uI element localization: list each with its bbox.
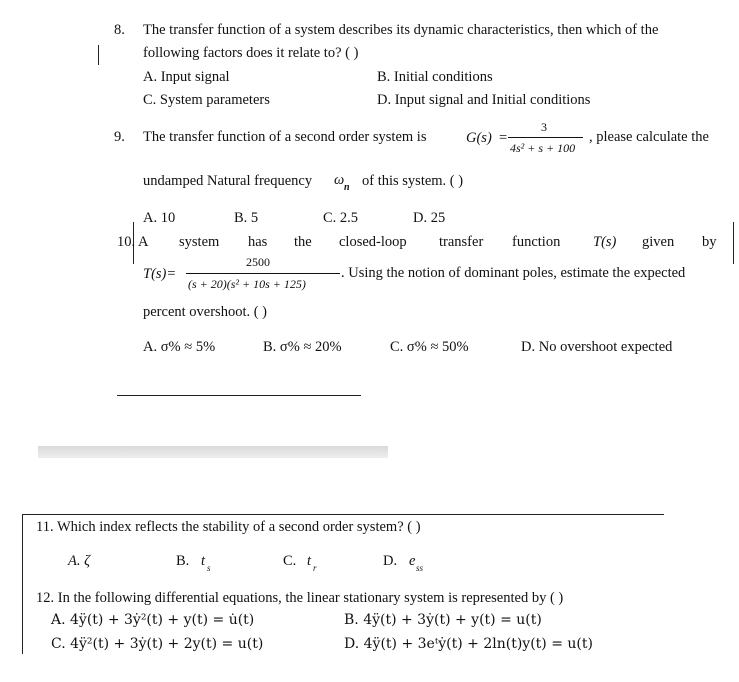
q10-word-5: transfer [439,234,484,250]
q9-omega-sub: n [344,182,350,193]
q9-gs: G(s) [466,130,492,146]
q10-word-3: the [294,234,312,250]
q10-option-c: C. σ% ≈ 50% [390,339,469,355]
q11-option-b-symbol: t [201,553,206,569]
q8-line1: The transfer function of a system describes its dynamic characteristics, then which of the [143,22,659,38]
q10-word-2: has [248,234,268,250]
section-divider [117,395,361,396]
q11-option-b-label: B. [176,553,190,569]
q11-option-b-sub: s [207,563,211,573]
q8-option-a: A. Input signal [143,69,230,85]
q10-word-1: system [179,234,220,250]
right-margin-rule [733,222,734,264]
q10-fraction-bar [186,273,340,274]
q10-ts: T(s)= [143,266,177,282]
q12-text: 12. In the following differential equations, the linear stationary system is represented by ( ) [36,590,564,606]
q11-option-c-symbol: t [307,553,312,569]
q9-fraction-bar [508,137,583,138]
q11-option-d-label: D. [383,553,398,569]
q9-lead: The transfer function of a second order system is [143,129,427,145]
q9-line2-a: undamped Natural frequency [143,173,313,189]
q11-option-a: A. ζ [68,553,90,569]
q11-option-d-symbol: e [409,553,416,569]
q9-tail: , please calculate the [589,129,709,145]
q10-tail: . Using the notion of dominant poles, estimate the expected [341,265,686,281]
q10-option-a: A. σ% ≈ 5% [143,339,216,355]
q10-word-9: by [702,234,717,250]
q11-option-c-label: C. [283,553,297,569]
q10-line3: percent overshoot. ( ) [143,304,268,320]
q10-word-8: given [642,234,675,250]
q11-top-rule [22,514,664,515]
q9-denominator: 4s² + s + 100 [510,141,576,155]
q9-option-a: A. 10 [143,210,176,226]
q10-denominator: (s + 20)(s² + 10s + 125) [188,277,306,291]
q9-numerator: 3 [541,120,547,134]
left-margin-rule-top [98,45,99,65]
q9-line2-b: of this system. ( ) [362,173,464,189]
q11-text: 11. Which index reflects the stability of a second order system? ( ) [36,519,421,535]
q9-option-d: D. 25 [413,210,446,226]
q10-option-b: B. σ% ≈ 20% [263,339,342,355]
q10-word-4: closed-loop [339,234,407,250]
q9-option-c: C. 2.5 [323,210,359,226]
q8-line2: following factors does it relate to? ( ) [143,45,359,61]
q9-omega: ω [334,172,345,188]
q10-option-d: D. No overshoot expected [521,339,673,355]
q11-option-d-sub: ss [416,563,424,573]
q12-option-b: B. 4ÿ(t) + 3ẏ(t) + y(t) = u(t) [344,612,542,628]
q8-option-b: B. Initial conditions [377,69,493,85]
q8-number: 8. [114,22,125,38]
q10-number: 10. A [117,234,149,250]
q11-option-c-sub: r [313,563,317,573]
q12-option-a: A. 4ÿ(t) + 3ẏ²(t) + y(t) = u̇(t) [51,612,255,628]
q10-word-6: function [512,234,561,250]
q9-option-b: B. 5 [234,210,259,226]
q9-number: 9. [114,129,125,145]
q12-option-c: C. 4ÿ²(t) + 3ẏ(t) + 2y(t) = u(t) [51,636,264,652]
q8-option-c: C. System parameters [143,92,270,108]
q10-numerator: 2500 [246,255,270,269]
q11-left-rule [22,514,23,654]
q10-word-7: T(s) [593,234,617,250]
q12-option-d: D. 4ÿ(t) + 3eᵗẏ(t) + 2ln(t)y(t) = u(t) [344,636,593,652]
q8-option-d: D. Input signal and Initial conditions [377,92,591,108]
page-break-band [38,446,388,458]
q9-equals: = [499,130,508,146]
